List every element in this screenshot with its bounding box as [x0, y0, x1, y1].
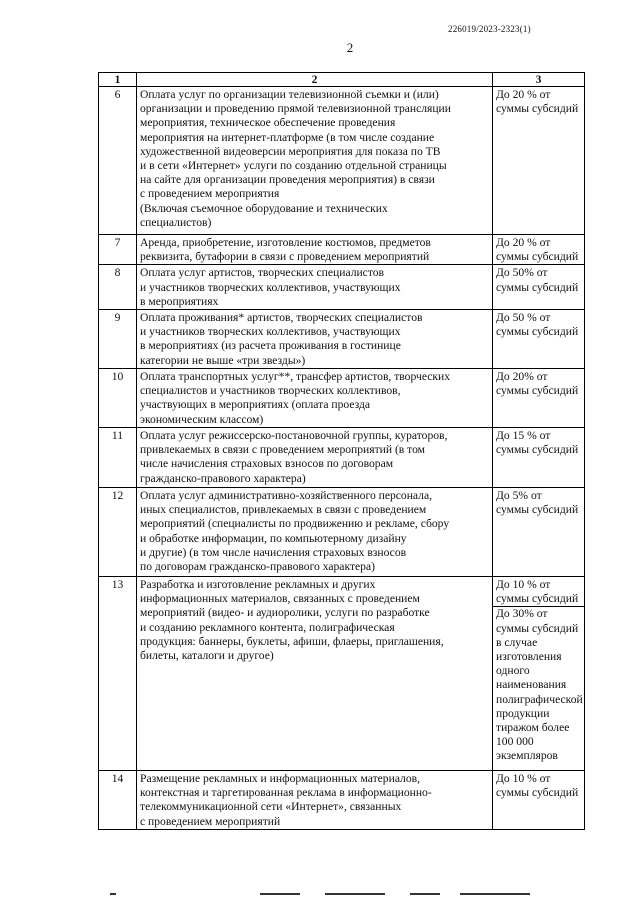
description-line: мероприятия, техническое обеспечение проведения — [140, 116, 396, 130]
limit-block — [496, 311, 581, 339]
description-line: билеты, каталоги и другое) — [140, 649, 274, 663]
description-line: Оплата услуг режиссерско-постановочной группы, кураторов, — [140, 429, 448, 443]
description-line: продукция: баннеры, буклеты, афиши, флаеры, приглашения, — [140, 634, 444, 648]
description-line: и созданию рекламного контента, полиграфическая — [140, 620, 395, 634]
table-row — [99, 87, 585, 235]
description-line: информационных материалов, связанных с проведением — [140, 592, 420, 606]
expense-limit — [493, 369, 585, 428]
description-line: участвующих в мероприятиях (оплата проезда — [140, 398, 371, 412]
description-line: по договорам гражданско-правового характера) — [140, 560, 375, 574]
page-number: 2 — [346, 40, 354, 55]
limit-line: До 15 % от — [496, 429, 551, 443]
limit-block — [496, 236, 581, 264]
description-line: Оплата проживания* артистов, творческих специалистов — [140, 311, 423, 325]
description-line: Аренда, приобретение, изготовление костюмов, предметов — [140, 236, 431, 249]
description-line: экономическим классом) — [140, 412, 264, 426]
column-header-2: 2 — [137, 73, 493, 87]
expense-description — [137, 235, 493, 265]
description-line: в мероприятиях (из расчета проживания в гостинице — [140, 339, 401, 353]
limit-line: суммы субсидий — [496, 325, 579, 339]
expense-description — [137, 771, 493, 830]
description-line: и другие) (в том числе начисления страховых взносов — [140, 545, 407, 559]
limit-line: экземпляров — [496, 749, 558, 763]
row-number: 8 — [99, 265, 137, 310]
description-line: и в сети «Интернет» услуги по созданию отдельной страницы — [140, 159, 447, 173]
description-line: Оплата транспортных услуг**, трансфер артистов, творческих — [140, 370, 451, 384]
limit-line: До 20 % от — [496, 88, 551, 101]
expense-limit — [493, 577, 585, 771]
description-line: контекстная и таргетированная реклама в информационно- — [140, 786, 432, 800]
description-line: Размещение рекламных и информационных материалов, — [140, 772, 421, 786]
limit-block — [496, 266, 581, 294]
table-row — [99, 428, 585, 488]
description-line: Разработка и изготовление рекламных и других — [140, 578, 376, 592]
table-row — [99, 235, 585, 265]
limit-line: До 20 % от — [496, 236, 551, 249]
limit-line: продукции — [496, 706, 550, 720]
table-row — [99, 369, 585, 428]
table-header-row — [99, 73, 585, 87]
description-line: привлекаемых в связи с проведением мероприятий (в том — [140, 443, 426, 457]
document-id: 226019/2023-2323(1) — [448, 24, 531, 34]
description-line: гражданско-правового характера) — [140, 471, 306, 485]
table-row — [99, 577, 585, 771]
expense-limit — [493, 771, 585, 830]
description-line: организации и проведению прямой телевизионной трансляции — [140, 102, 451, 116]
expense-description — [137, 310, 493, 369]
limit-block — [496, 772, 581, 800]
description-line: с проведением мероприятий — [140, 814, 281, 828]
table-row — [99, 771, 585, 830]
limit-line: суммы субсидий — [496, 280, 579, 294]
description-line: с проведением мероприятия — [140, 187, 280, 201]
limit-line: суммы субсидий — [496, 592, 579, 606]
limit-line: До 10 % от — [496, 772, 551, 786]
description-line: мероприятий (видео- и аудиоролики, услуги по разработке — [140, 606, 430, 620]
limit-block — [496, 489, 581, 517]
expense-limit — [493, 488, 585, 577]
description-line: и участников творческих коллективов, участвующих — [140, 280, 401, 294]
expense-limit — [493, 235, 585, 265]
expense-description — [137, 428, 493, 488]
description-line: иных специалистов, привлекаемых в связи с проведением — [140, 503, 427, 517]
table-row — [99, 310, 585, 369]
table-row — [99, 488, 585, 577]
description-line: Оплата услуг артистов, творческих специалистов — [140, 266, 385, 280]
description-line: числе начисления страховых взносов по договорам — [140, 457, 394, 471]
scan-artifact — [110, 893, 530, 899]
expense-limit — [493, 428, 585, 488]
description-line: специалистов и участников творческих коллективов, — [140, 384, 401, 398]
table-row — [99, 265, 585, 310]
limit-line: полиграфической — [496, 692, 583, 706]
expense-limit — [493, 87, 585, 235]
description-line: реквизита, бутафории в связи с проведением мероприятий — [140, 250, 430, 264]
row-number: 11 — [99, 428, 137, 488]
limit-line: До 50 % от — [496, 311, 551, 325]
limit-line: До 20% от — [496, 370, 548, 384]
expense-limit — [493, 310, 585, 369]
expense-description — [137, 577, 493, 771]
column-header-1: 1 — [99, 73, 137, 87]
limit-line: суммы субсидий — [496, 503, 579, 517]
description-line: в мероприятиях — [140, 294, 219, 308]
row-number: 12 — [99, 488, 137, 577]
limit-block — [496, 607, 581, 763]
limit-line: одного — [496, 664, 530, 678]
description-line: телекоммуникационной сети «Интернет», связанных — [140, 800, 402, 814]
limit-line: До 30% от — [496, 607, 548, 621]
description-line: на сайте для организации проведения мероприятия) в связи — [140, 173, 435, 187]
row-number: 13 — [99, 577, 137, 771]
limit-line: в случае — [496, 635, 538, 649]
limit-line: суммы субсидий — [496, 384, 579, 398]
expense-description — [137, 265, 493, 310]
description-line: Оплата услуг административно-хозяйственного персонала, — [140, 489, 433, 503]
column-header-3: 3 — [493, 73, 585, 87]
limit-line: суммы субсидий — [496, 621, 579, 635]
expense-limit — [493, 265, 585, 310]
description-line: художественной видеоверсии мероприятия для показа по ТВ — [140, 144, 441, 158]
limit-line: наименования — [496, 678, 567, 692]
row-number: 14 — [99, 771, 137, 830]
limit-line: суммы субсидий — [496, 250, 579, 264]
row-number: 9 — [99, 310, 137, 369]
description-line: мероприятий (специалисты по продвижению и рекламе, сбору — [140, 517, 450, 531]
limit-line: тиражом более — [496, 721, 570, 735]
limit-block — [493, 578, 584, 607]
limit-block — [496, 370, 581, 398]
limit-line: суммы субсидий — [496, 102, 579, 116]
expense-description — [137, 488, 493, 577]
expense-description — [137, 87, 493, 235]
description-line: мероприятия на интернет-платформе (в том числе создание — [140, 130, 435, 144]
limit-line: 100 000 — [496, 735, 534, 749]
row-number: 10 — [99, 369, 137, 428]
limit-line: суммы субсидий — [496, 786, 579, 800]
row-number: 6 — [99, 87, 137, 235]
limit-line: изготовления — [496, 650, 562, 664]
limit-line: До 50% от — [496, 266, 548, 280]
limit-line: суммы субсидий — [496, 443, 579, 457]
description-line: категории не выше «три звезды») — [140, 353, 306, 367]
limit-block — [496, 429, 581, 457]
limit-line: До 10 % от — [496, 578, 551, 592]
description-line: Оплата услуг по организации телевизионной съемки и (или) — [140, 88, 439, 101]
expense-description — [137, 369, 493, 428]
description-line: специалистов) — [140, 215, 212, 229]
expenses-table — [98, 72, 585, 830]
limit-block — [496, 88, 581, 116]
description-line: (Включая съемочное оборудование и технических — [140, 201, 388, 215]
limit-line: До 5% от — [496, 489, 542, 503]
description-line: и участников творческих коллективов, участвующих — [140, 325, 401, 339]
row-number: 7 — [99, 235, 137, 265]
description-line: и обработке информации, по компьютерному дизайну — [140, 531, 407, 545]
